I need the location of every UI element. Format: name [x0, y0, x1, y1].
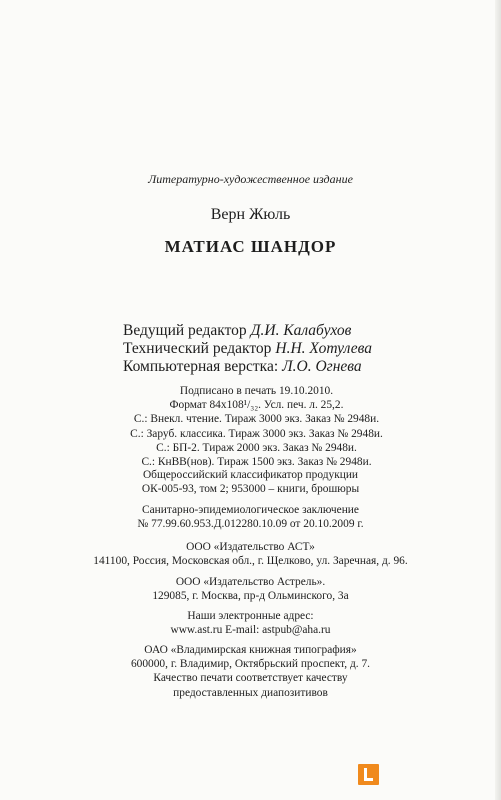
sanitary-line: Санитарно-эпидемиологическое заключение [142, 504, 359, 516]
classifier-line: ОК-005-93, том 2; 953000 – книги, брошюры [141, 483, 360, 496]
printer-block [0, 643, 501, 700]
editors-block [123, 322, 443, 376]
classifier-line: Общероссийский классификатор продукции [142, 469, 359, 481]
print-info-line: С.: Внекл. чтение. Тираж 3000 экз. Заказ № 2948и. [133, 413, 380, 426]
email-heading: Наши электронные адрес: [187, 610, 314, 622]
printer-line: 600000, г. Владимир, Октябрьский проспект, д. 7. [130, 658, 371, 671]
book-author: Верн Жюль [210, 206, 291, 223]
printer-line: ОАО «Владимирская книжная типография» [144, 644, 357, 656]
genre-label: Литературно-художественное издание [148, 172, 353, 186]
editor-name: Н.Н. Хотулева [275, 340, 373, 357]
print-info-line: Формат 84x108¹/₃₂. Усл. печ. л. 25,2. [169, 399, 344, 412]
editor-name: Д.И. Калабухов [250, 322, 352, 339]
editor-role: Ведущий редактор [123, 322, 247, 339]
sanitary-block [0, 503, 501, 531]
printer-line: Качество печати соответствует качеству [153, 672, 348, 685]
publisher-astrel-block [0, 575, 501, 603]
email-block [0, 609, 501, 637]
printer-line: предоставленных диапозитивов [173, 686, 328, 699]
litres-l-icon [358, 764, 379, 785]
editor-name: Л.О. Огнева [282, 358, 362, 375]
editor-line [123, 322, 443, 340]
publisher-address: 129085, г. Москва, пр-д Ольминского, 3а [152, 590, 349, 603]
publisher-address: 141100, Россия, Московская обл., г. Щелково, ул. Заречная, д. 96. [93, 555, 408, 568]
publisher-name: ООО «Издательство Астрель». [175, 576, 326, 588]
editor-line [123, 358, 443, 376]
publisher-ast-block [0, 540, 501, 568]
print-info-line: С.: БП-2. Тираж 2000 экз. Заказ № 2948и. [156, 441, 357, 454]
classifier-block [0, 468, 501, 496]
sanitary-line: № 77.99.60.953.Д.012280.10.09 от 20.10.2009 г. [137, 518, 364, 531]
editor-role: Компьютерная верстка: [123, 358, 279, 375]
email-addresses: www.ast.ru E-mail: astpub@aha.ru [170, 624, 331, 637]
editor-line [123, 340, 443, 358]
print-info-line: Подписано в печать 19.10.2010. [179, 385, 334, 397]
print-info-block [6, 384, 501, 469]
print-info-line: С.: КнВВ(нов). Тираж 1500 экз. Заказ № 2948и. [141, 455, 372, 468]
print-info-line: С.: Заруб. классика. Тираж 3000 экз. Заказ № 2948и. [130, 427, 383, 440]
editor-role: Технический редактор [123, 340, 272, 357]
publisher-name: ООО «Издательство АСТ» [186, 541, 315, 553]
book-title: МАТИАС ШАНДОР [164, 237, 337, 256]
